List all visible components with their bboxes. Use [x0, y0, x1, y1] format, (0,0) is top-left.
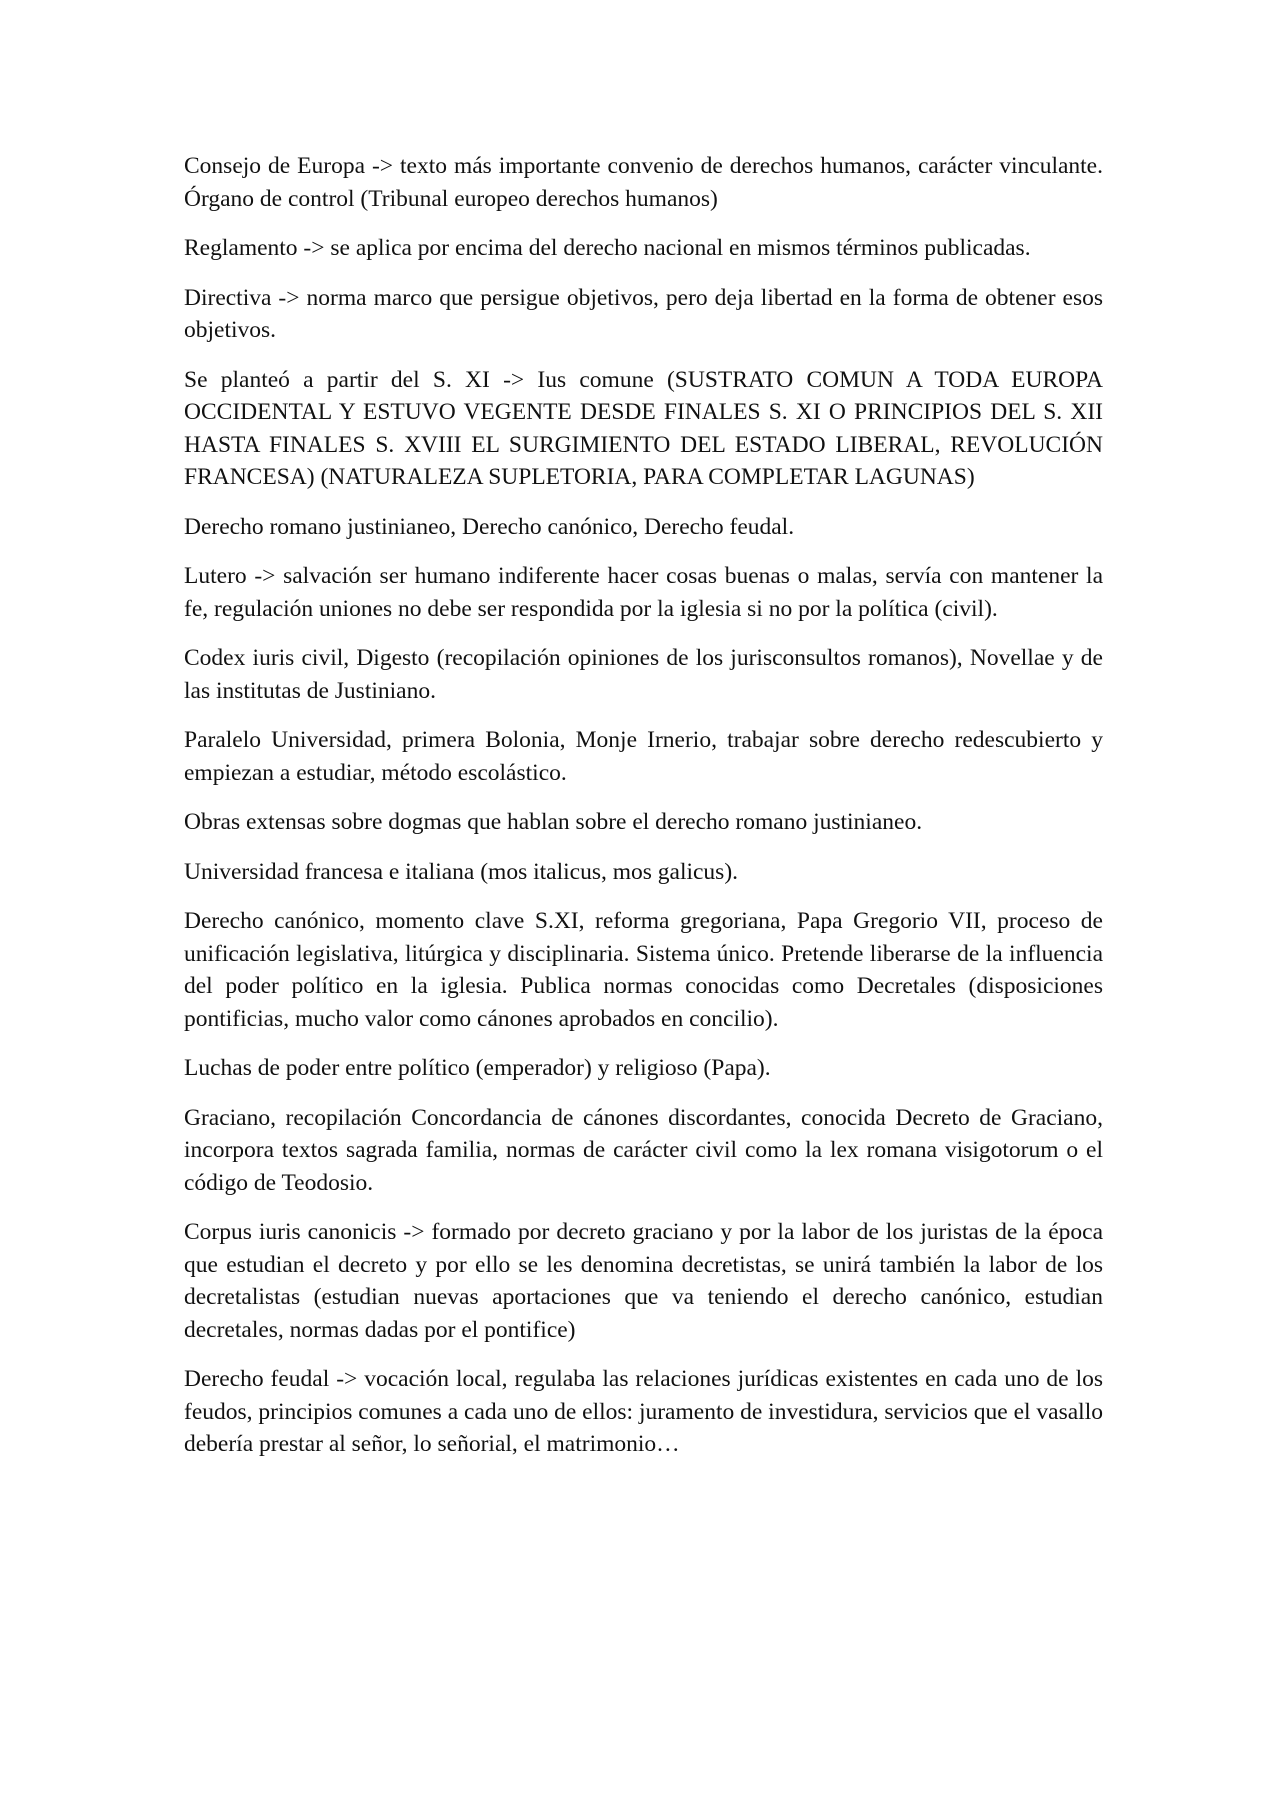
paragraph-derecho-canonico: Derecho canónico, momento clave S.XI, reforma gregoriana, Papa Gregorio VII, proceso de unificación legislativa, litúrgica y disciplinaria. Sistema único. Pretende liberarse de la influencia del poder político en la iglesia. Publica normas conocidas como Decretales (disposiciones pontificias, mucho valor como cánones aprobados en concilio).	[184, 908, 1103, 1032]
paragraph-universidad-bolonia: Paralelo Universidad, primera Bolonia, Monje Irnerio, trabajar sobre derecho redescubierto y empiezan a estudiar, método escolástico.	[184, 727, 1103, 786]
paragraph-luchas-de-poder: Luchas de poder entre político (emperador) y religioso (Papa).	[184, 1055, 771, 1081]
paragraph-ius-comune: Se planteó a partir del S. XI -> Ius comune (SUSTRATO COMUN A TODA EUROPA OCCIDENTAL Y ESTUVO VEGENTE DESDE FINALES S. XI O PRINCIPIOS DEL S. XII HASTA FINALES S. XVIII EL SURGIMIENTO DEL ESTADO LIBERAL, REVOLUCIÓN FRANCESA) (NATURALEZA SUPLETORIA, PARA COMPLETAR LAGUNAS)	[184, 366, 1103, 490]
paragraph-lutero: Lutero -> salvación ser humano indiferente hacer cosas buenas o malas, servía con mantener la fe, regulación uniones no debe ser respondida por la iglesia si no por la política (civil).	[184, 563, 1103, 622]
paragraph-consejo-de-europa: Consejo de Europa -> texto más importante convenio de derechos humanos, carácter vinculante. Órgano de control (Tribunal europeo derechos humanos)	[184, 153, 1103, 212]
paragraph-directiva: Directiva -> norma marco que persigue objetivos, pero deja libertad en la forma de obtener esos objetivos.	[184, 284, 1103, 343]
paragraph-derechos-list: Derecho romano justinianeo, Derecho canónico, Derecho feudal.	[184, 513, 795, 540]
paragraph-universidad-francesa: Universidad francesa e italiana (mos italicus, mos galicus).	[184, 858, 739, 885]
paragraph-codex: Codex iuris civil, Digesto (recopilación opiniones de los jurisconsultos romanos), Novellae y de las institutas de Justiniano.	[184, 645, 1103, 704]
paragraph-reglamento: Reglamento -> se aplica por encima del derecho nacional en mismos términos publicadas.	[184, 235, 1031, 261]
paragraph-corpus-iuris: Corpus iuris canonicis -> formado por decreto graciano y por la labor de los juristas de la época que estudian el decreto y por ello se les denomina decretistas, se unirá también la labor de los decretalistas (estudian nuevas aportaciones que va teniendo el derecho canónico, estudian decretales, normas dadas por el pontifice)	[184, 1219, 1103, 1343]
paragraph-graciano: Graciano, recopilación Concordancia de cánones discordantes, conocida Decreto de Graciano, incorpora textos sagrada familia, normas de carácter civil como la lex romana visigotorum o el código de Teodosio.	[184, 1104, 1103, 1196]
paragraph-obras-extensas: Obras extensas sobre dogmas que hablan sobre el derecho romano justinianeo.	[184, 809, 923, 835]
paragraph-derecho-feudal: Derecho feudal -> vocación local, regulaba las relaciones jurídicas existentes en cada uno de los feudos, principios comunes a cada uno de ellos: juramento de investidura, servicios que el vasallo debería prestar al señor, lo señorial, el matrimonio…	[184, 1366, 1103, 1457]
document-page	[184, 150, 1103, 1478]
